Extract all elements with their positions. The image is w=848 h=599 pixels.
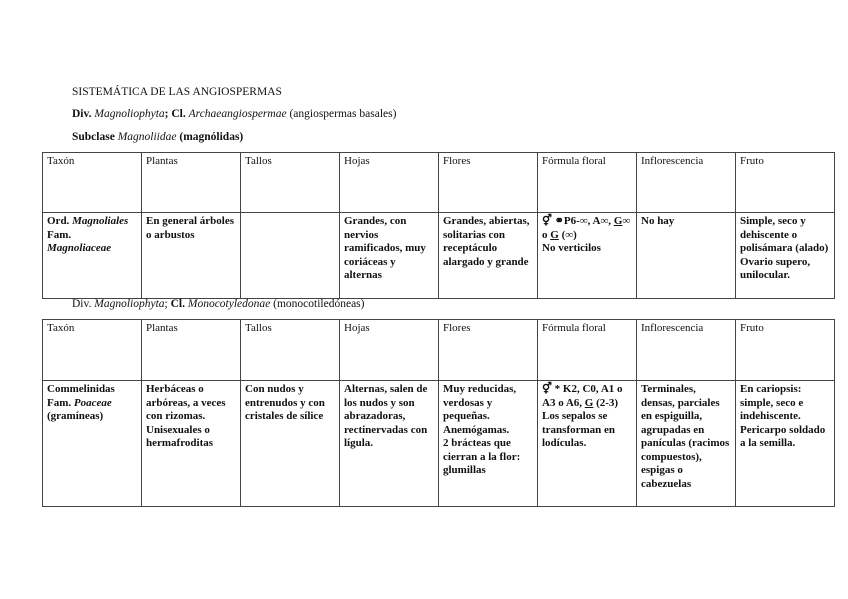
text-run: (monocotiledóneas) <box>270 298 365 310</box>
text-run: solitarias <box>443 228 486 241</box>
column-header: Flores <box>439 320 538 381</box>
column-header: Hojas <box>340 320 439 381</box>
text-run: ∞ o <box>542 215 631 241</box>
text-run: Pericarpo soldado a la semilla. <box>740 423 826 449</box>
text-run: ; <box>164 298 171 310</box>
column-header: Fruto <box>736 153 835 213</box>
column-header: Hojas <box>340 153 439 213</box>
text-run: Magnoliaceae <box>47 242 112 254</box>
column-header: Inflorescencia <box>637 153 736 213</box>
table-cell <box>538 213 637 299</box>
text-run: G <box>584 396 594 409</box>
column-header: Plantas <box>142 153 241 213</box>
text-run: Ord. <box>47 215 73 227</box>
text-run: Muy reducidas, verdosas y pequeñas. <box>443 383 517 422</box>
text-run: glumillas <box>443 464 486 476</box>
text-run: Subclase <box>72 131 118 143</box>
table-cell <box>637 213 736 299</box>
text-run: Magnoliales <box>72 215 129 227</box>
text-run: No hay <box>641 215 675 227</box>
table-cell <box>43 213 142 299</box>
table-cell <box>439 213 538 299</box>
table-cell <box>736 381 835 507</box>
division-heading-1 <box>72 108 396 120</box>
magnoliidae-table <box>42 152 835 299</box>
text-run: Div. <box>72 298 95 310</box>
column-header: Taxón <box>43 320 142 381</box>
text-run: lodículas <box>542 437 584 449</box>
column-header: Fórmula floral <box>538 153 637 213</box>
table-cell <box>736 213 835 299</box>
text-run: Alternas, salen de los nudos y son abrazadoras, rectinervadas con <box>344 383 428 436</box>
column-header: Taxón <box>43 153 142 213</box>
table-cell <box>340 381 439 507</box>
text-run: con receptáculo alargado y grande <box>443 228 529 268</box>
text-run: parciales en espiguilla <box>641 396 720 422</box>
table-row <box>43 213 835 299</box>
text-run: Fam. <box>47 396 74 409</box>
table-cell <box>43 381 142 507</box>
table-cell <box>340 213 439 299</box>
header-row <box>43 320 835 381</box>
column-header: Fórmula floral <box>538 320 637 381</box>
text-run: lígula <box>344 437 371 449</box>
table-row <box>43 381 835 507</box>
text-run: (magnólidas) <box>176 131 244 143</box>
table-cell <box>637 381 736 507</box>
monocot-table <box>42 319 835 507</box>
text-run: (gramíneas) <box>47 410 104 422</box>
column-header: Fruto <box>736 320 835 381</box>
column-header: Tallos <box>241 320 340 381</box>
text-run: Div. <box>72 108 95 120</box>
text-run: (∞) <box>558 228 577 241</box>
text-run: Magnoliophyta <box>94 298 165 310</box>
text-run: Magnoliophyta <box>94 108 165 120</box>
table-cell <box>241 381 340 507</box>
text-run: ⚥ * K2, C0, A1 o A3 o A6, <box>542 383 623 409</box>
text-run: . <box>583 437 587 449</box>
text-run: En general árboles o arbustos <box>146 215 234 241</box>
text-run: Con nudos y entrenudos y con cristales de sílice <box>245 383 325 422</box>
text-run: ; Cl. <box>164 108 189 120</box>
text-run: Terminales, densas, <box>641 383 696 409</box>
table-cell <box>538 381 637 507</box>
table-cell <box>241 213 340 299</box>
document-title: SISTEMÁTICA DE LAS ANGIOSPERMAS <box>72 86 282 98</box>
text-run: Poaceae <box>73 396 112 409</box>
column-header: Plantas <box>142 320 241 381</box>
text-run: Grandes, con nervios ramificados, muy coriáceas y alternas <box>344 215 426 281</box>
text-run: Simple, seco y dehiscente o polisámara (alado) <box>740 215 829 254</box>
text-run: Commelinidas <box>47 383 115 395</box>
text-run: No verticilos <box>542 242 601 254</box>
division-heading-2 <box>72 298 364 310</box>
subclass-heading <box>72 131 243 143</box>
text-run: . <box>370 437 374 449</box>
text-run: 2 brácteas que cierran a la flor: <box>443 437 521 463</box>
text-run: , agrupadas en panículas (racimos compuestos), espigas o cabezuelas <box>641 410 730 490</box>
table-cell <box>439 381 538 507</box>
text-run: Los sepalos se transforman en <box>542 410 616 436</box>
table-cell <box>142 381 241 507</box>
text-run: En cariopsis: simple, seco e indehiscente. <box>740 383 804 422</box>
text-run: Archaeangiospermae <box>188 108 287 120</box>
text-run: G <box>613 215 623 227</box>
text-run: Cl. <box>170 298 188 310</box>
text-run: Unisexuales o hermafroditas <box>146 423 214 449</box>
text-run: Ovario supero, unilocular. <box>740 255 811 281</box>
header-row <box>43 153 835 213</box>
table-cell <box>142 213 241 299</box>
text-run: (2-3) <box>593 396 619 409</box>
column-header: Inflorescencia <box>637 320 736 381</box>
column-header: Flores <box>439 153 538 213</box>
text-run: Anemógamas. <box>443 423 510 436</box>
text-run: Magnoliidae <box>117 131 177 143</box>
text-run: ⚥ ⚭P6-∞, A∞, <box>542 215 614 227</box>
text-run: G <box>550 228 559 241</box>
text-run: Fam. <box>47 228 72 241</box>
text-run: Herbáceas o arbóreas, a veces con rizomas. <box>146 383 226 422</box>
column-header: Tallos <box>241 153 340 213</box>
text-run: Grandes, abiertas, <box>443 215 530 227</box>
text-run: Monocotyledonae <box>187 298 271 310</box>
text-run: (angiospermas basales) <box>286 108 397 120</box>
